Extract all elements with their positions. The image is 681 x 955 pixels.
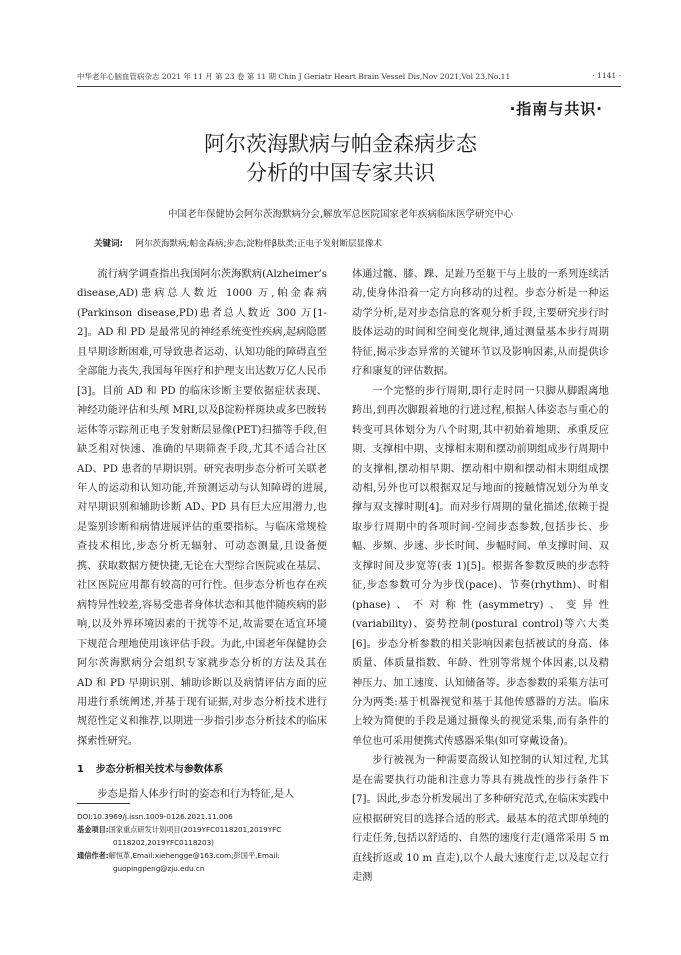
correspondence-text: 解恒革,Email:xiehengge@163.com;彭国平,Email: (108, 851, 280, 860)
body-paragraph: 体通过髋、膝、踝、足趾乃至躯干与上肢的一系列连续活动,使身体沿着一定方向移动的过程。步态分析是一种运动学分析,是对步态信息的客观分析手段,主要研究步行时肢体运动的时间和空间变化规律,通过测量基本步行周期特征,揭示步态异常的关键环节以及影响因素,从而提供诊疗和康复的评估数据。 (352, 269, 609, 378)
keywords-text: 阿尔茨海默病;帕金森病;步态;淀粉样β肽类;正电子发射断层显像术 (135, 239, 382, 249)
funding-label: 基金项目: (77, 825, 109, 834)
correspondence-line-continued: guopingpeng@zju.edu.cn (113, 864, 205, 873)
page-number: · 1141 · (592, 71, 621, 80)
section-heading (77, 760, 327, 779)
keywords-label: 关键词: (94, 239, 123, 249)
running-header (77, 71, 621, 85)
body-paragraph: 步态是指人体步行时的姿态和行为特征,是人 (97, 788, 295, 800)
funding-text: 国家重点研发计划项目(2019YFC0118201,2019YFC (108, 825, 282, 834)
section-number: 1 (77, 764, 84, 776)
article-title (0, 130, 681, 188)
header-divider (77, 86, 621, 87)
title-line-1: 阿尔茨海默病与帕金森病步态 (204, 132, 477, 156)
left-column (77, 265, 327, 804)
body-paragraph: 流行病学调查指出我国阿尔茨海默病(Alzheimer’s disease,AD)患病总人数近 1000 万,帕金森病(Parkinson disease,PD)患者总人数近 300 万[1-2]。AD 和 PD 是最常见的神经系统变性疾病,起病隐匿且早期诊断困难,可导致患者运动、认知功能的障碍直至全部能力丧失,我国每年医疗和护理支出达数万亿人民币[3]。目前 AD 和 PD 的临床诊断主要依据症状表现、神经功能评估和头颅 MRI,以及β淀粉样斑块或多巴胺转运体等示踪剂正电子发射断层显像(PET)扫描等手段,但缺乏相对快速、准确的早期筛查手段,尤其不适合社区 AD、PD 患者的早期识别。研究表明步态分析可关联老年人的运动和认知功能,并预测运动与认知障碍的进展,对早期识别和辅助诊断 AD、PD 具有巨大应用潜力,也是鉴别诊断和病情进展评估的重要指标。与临床常规检查技术相比,步态分析无辐射、可动态测量,且设备便携、获取数据方便快捷,无论在大型综合医院或在基层、社区医院应用都有较高的可行性。但步态分析也存在疾病特异性较差,容易受患者身体状态和其他伴随疾病的影响,以及外界环境因素的干扰等不足,故需要在适宜环境下规范合理地使用该评估手段。为此,中国老年保健协会阿尔茨海默病分会组织专家就步态分析的方法及其在 AD 和 PD 早期识别、辅助诊断以及病情评估方面的应用进行系统阐述,并基于现有证据,对步态分析技术进行规范性定义和推荐,以期进一步指引步态分析技术的临床探索性研究。 (77, 269, 327, 747)
funding-line-continued: 0118202,2019YFC0118203) (113, 838, 214, 847)
body-paragraph: 步行被视为一种需要高级认知控制的认知过程,尤其是在需要执行功能和注意力等具有挑战性的步行条件下[7]。因此,步态分析发展出了多种研究范式,在临床实践中应根据研究目的选择合适的形式。最基本的范式即单纯的行走任务,包括以舒适的、自然的速度行走(通常采用 5 m 直线折返或 10 m 直走),以个人最大速度行走,以及起立行走测 (352, 755, 609, 884)
right-column (352, 265, 609, 888)
funding-line (77, 823, 329, 836)
title-line-2: 分析的中国专家共识 (246, 161, 435, 185)
journal-citation: 中华老年心脑血管病杂志 2021 年 11 月 第 23 卷 第 11 期 Chin J Geriatr Heart Brain Vessel Dis,Nov 2021,Vol 23,No.11 (77, 72, 511, 81)
keywords (94, 237, 621, 249)
section-tag: ·指南与共识· (509, 100, 603, 118)
body-paragraph: 一个完整的步行周期,即行走时同一只脚从脚跟离地跨出,到再次脚跟着地的行进过程,根据人体姿态与重心的转变可具体划分为八个时期,其中初始着地期、承重反应期、支撑相中期、支撑相末期和摆动前期组成步行周期中的支撑相,摆动相早期、摆动相中期和摆动相末期组成摆动相,另外也可以根据双足与地面的接触情况划分为单支撑与双支撑时期[4]。而对步行周期的量化描述,依赖于提取步行周期中的各项时间-空间步态参数,包括步长、步幅、步频、步速、步长时间、步幅时间、单支撑时间、双支撑时间及步宽等(表 1)[5]。根据各参数反映的步态特征,步态参数可分为步伐(pace)、节奏(rhythm)、时相(phase)、不对称性(asymmetry)、变异性(variability)、姿势控制(postural control)等六大类[6]。步态分析参数的相关影响因素包括被试的身高、体质量、体质量指数、年龄、性别等常规个体因素,以及精神压力、加工速度、认知储备等。步态参数的采集方法可分为两类:基于机器视觉和基于其他传感器的方法。临床上较为简便的手段是通过摄像头的视觉采集,而有条件的单位也可采用便携式传感器采集(如可穿戴设备)。 (352, 385, 609, 747)
author-affiliation: 中国老年保健协会阿尔茨海默病分会,解放军总医院国家老年疾病临床医学研究中心 (167, 209, 514, 220)
section-heading-text: 步态分析相关技术与参数体系 (95, 764, 224, 776)
footnote-divider (77, 803, 130, 804)
correspondence-label: 通信作者: (77, 851, 109, 860)
doi-line: DOI:10.3969/j.issn.1009-0126.2021.11.006 (77, 812, 233, 821)
correspondence-line (77, 849, 329, 862)
footnotes (77, 810, 329, 875)
